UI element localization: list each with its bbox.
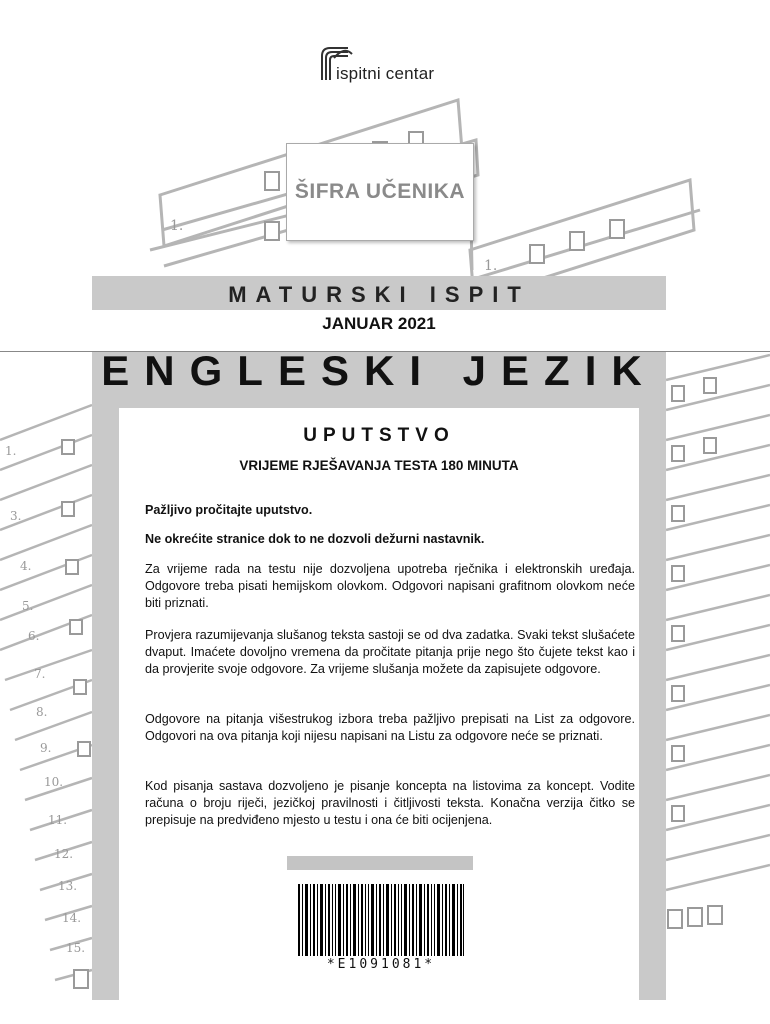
svg-text:11.: 11. [48, 813, 68, 827]
instruction-paragraph-1: Za vrijeme rada na testu nije dozvoljena upotreba rječnika i elektronskih uređaja. Odgovore treba pisati hemijskom olovkom. Odgovori napisani grafitnom olovkom neće biti priznati. [145, 562, 635, 610]
svg-text:6.: 6. [28, 629, 40, 643]
instruction-line-2: Ne okrećite stranice dok to ne dozvoli dežurni nastavnik. [145, 532, 485, 546]
barcode-icon [298, 884, 464, 956]
exam-subject: ENGLESKI JEZIK [101, 347, 657, 394]
svg-text:1.: 1. [484, 258, 498, 274]
barcode-number: *E1091081* [326, 957, 436, 972]
svg-text:9.: 9. [40, 741, 52, 755]
exam-title: MATURSKI ISPIT [228, 282, 530, 307]
svg-text:14.: 14. [62, 911, 82, 925]
instruction-paragraph-2: Provjera razumijevanja slušanog teksta sastoji se od dva zadatka. Svaki tekst slušaćete dvaput. Imaćete dovoljno vremena da pročitate pitanja prije nego što čujete tekst kao i da provjerite svoje odgovore. Za vrijeme slušanja možete da zapisujete odgovore. [145, 628, 635, 676]
logo-text: ispitni centar [336, 64, 435, 83]
test-duration: VRIJEME RJEŠAVANJA TESTA 180 MINUTA [239, 458, 519, 473]
instruction-paragraph-3: Odgovore na pitanja višestrukog izbora treba pažljivo prepisati na List za odgovore. Odgovori na ova pitanja koji nijesu napisani na Listu za odgovore neće se priznati. [145, 712, 635, 743]
svg-text:15.: 15. [66, 941, 86, 955]
svg-text:1.: 1. [170, 218, 184, 234]
svg-text:10.: 10. [44, 775, 64, 789]
svg-text:5.: 5. [22, 599, 34, 613]
svg-text:12.: 12. [54, 847, 74, 861]
svg-text:4.: 4. [20, 559, 32, 573]
instruction-paragraph-4: Kod pisanja sastava dozvoljeno je pisanje koncepta na listovima za koncept. Vodite računa o broju riječi, jezičkoj pravilnosti i čitljivosti teksta. Konačna verzija čitko se prepisuje na predviđeno mjesto u testu i ona će biti ocijenjena. [145, 779, 635, 827]
svg-text:1.: 1. [5, 444, 17, 458]
svg-text:7.: 7. [34, 667, 46, 681]
student-code-box [286, 143, 474, 241]
exam-date: JANUAR 2021 [322, 314, 436, 333]
svg-text:3.: 3. [10, 509, 22, 523]
svg-text:13.: 13. [58, 879, 78, 893]
svg-text:8.: 8. [36, 705, 48, 719]
instructions-heading: UPUTSTVO [303, 425, 455, 446]
barcode-label-bar [287, 856, 473, 870]
instruction-line-1: Pažljivo pročitajte uputstvo. [145, 503, 313, 517]
student-code-label: ŠIFRA UČENIKA [294, 180, 466, 203]
